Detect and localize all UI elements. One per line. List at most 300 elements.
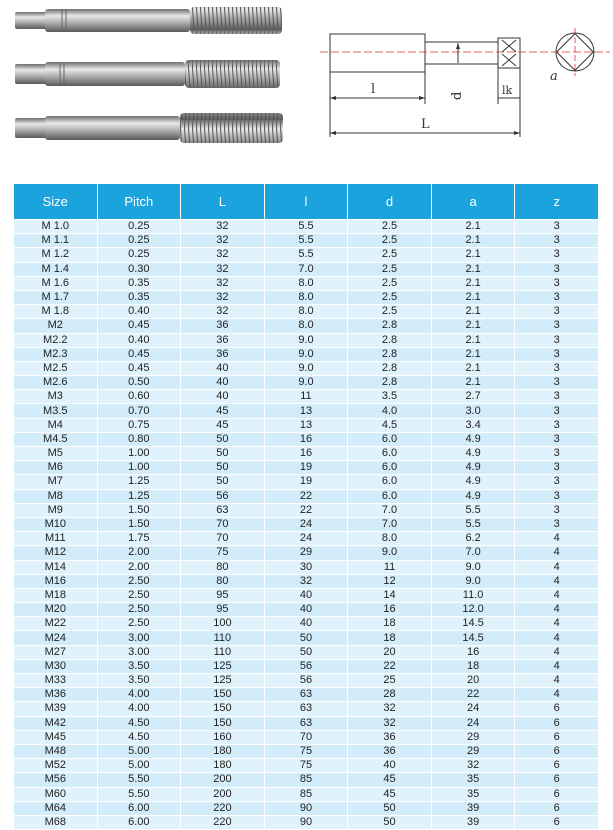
neck-outline — [425, 42, 498, 64]
cell-thread-length: 70 — [264, 730, 348, 744]
cell-pitch: 2.50 — [97, 574, 181, 588]
cell-flutes: 3 — [515, 262, 599, 276]
cell-thread-length: 85 — [264, 787, 348, 801]
cell-thread-length: 24 — [264, 517, 348, 531]
cell-flutes: 6 — [515, 730, 599, 744]
cell-size: M12 — [14, 546, 98, 560]
cell-overall-length: 110 — [181, 645, 265, 659]
cell-thread-length: 90 — [264, 815, 348, 829]
cell-square-size: 5.5 — [431, 503, 515, 517]
cell-thread-length: 8.0 — [264, 305, 348, 319]
cell-thread-length: 24 — [264, 532, 348, 546]
table-header-row — [14, 184, 599, 220]
header-overall-length: L — [181, 184, 265, 220]
cell-shank-diameter: 2.5 — [348, 276, 432, 290]
cell-square-size: 2.1 — [431, 305, 515, 319]
cell-flutes: 6 — [515, 716, 599, 730]
cell-overall-length: 50 — [181, 432, 265, 446]
cell-flutes: 3 — [515, 390, 599, 404]
cell-thread-length: 11 — [264, 390, 348, 404]
cell-pitch: 0.35 — [97, 276, 181, 290]
cell-size: M30 — [14, 659, 98, 673]
cell-flutes: 6 — [515, 773, 599, 787]
cell-size: M9 — [14, 503, 98, 517]
cell-pitch: 2.00 — [97, 560, 181, 574]
table-row — [14, 248, 599, 262]
cell-shank-diameter: 2.5 — [348, 262, 432, 276]
cell-shank-diameter: 28 — [348, 688, 432, 702]
cell-size: M64 — [14, 801, 98, 815]
cell-overall-length: 160 — [181, 730, 265, 744]
cell-thread-length: 40 — [264, 617, 348, 631]
cell-overall-length: 125 — [181, 659, 265, 673]
cell-size: M42 — [14, 716, 98, 730]
cell-shank-diameter: 2.8 — [348, 361, 432, 375]
header-pitch: Pitch — [97, 184, 181, 220]
header-flutes: z — [515, 184, 599, 220]
cell-square-size: 29 — [431, 730, 515, 744]
cell-square-size: 6.2 — [431, 532, 515, 546]
table-row — [14, 645, 599, 659]
cell-pitch: 4.00 — [97, 702, 181, 716]
cell-size: M2.5 — [14, 361, 98, 375]
cell-overall-length: 32 — [181, 305, 265, 319]
cell-size: M56 — [14, 773, 98, 787]
cell-thread-length: 40 — [264, 603, 348, 617]
table-row — [14, 730, 599, 744]
table-row — [14, 815, 599, 829]
table-row — [14, 290, 599, 304]
cell-pitch: 0.60 — [97, 390, 181, 404]
cell-thread-length: 19 — [264, 461, 348, 475]
cell-pitch: 1.25 — [97, 489, 181, 503]
cell-thread-length: 9.0 — [264, 361, 348, 375]
cell-size: M 1.8 — [14, 305, 98, 319]
cell-shank-diameter: 18 — [348, 617, 432, 631]
cell-thread-length: 50 — [264, 631, 348, 645]
cell-size: M24 — [14, 631, 98, 645]
table-row — [14, 418, 599, 432]
cell-pitch: 0.35 — [97, 290, 181, 304]
cell-size: M3.5 — [14, 404, 98, 418]
cell-pitch: 0.45 — [97, 347, 181, 361]
cell-flutes: 3 — [515, 248, 599, 262]
cell-overall-length: 56 — [181, 489, 265, 503]
cell-thread-length: 5.5 — [264, 234, 348, 248]
cell-shank-diameter: 2.8 — [348, 333, 432, 347]
cell-shank-diameter: 22 — [348, 659, 432, 673]
cell-flutes: 4 — [515, 645, 599, 659]
cell-thread-length: 40 — [264, 588, 348, 602]
cell-flutes: 4 — [515, 560, 599, 574]
cell-size: M18 — [14, 588, 98, 602]
cell-overall-length: 75 — [181, 546, 265, 560]
cell-pitch: 3.50 — [97, 659, 181, 673]
cell-square-size: 12.0 — [431, 603, 515, 617]
table-row — [14, 361, 599, 375]
cell-flutes: 3 — [515, 220, 599, 234]
cell-shank-diameter: 8.0 — [348, 532, 432, 546]
cell-thread-length: 8.0 — [264, 290, 348, 304]
table-row — [14, 674, 599, 688]
cell-overall-length: 50 — [181, 447, 265, 461]
cell-overall-length: 110 — [181, 631, 265, 645]
cell-square-size: 35 — [431, 787, 515, 801]
cell-square-size: 2.1 — [431, 248, 515, 262]
cell-thread-length: 50 — [264, 645, 348, 659]
table-row — [14, 461, 599, 475]
cell-pitch: 0.25 — [97, 248, 181, 262]
cell-thread-length: 75 — [264, 744, 348, 758]
cell-square-size: 39 — [431, 815, 515, 829]
cell-shank-diameter: 6.0 — [348, 447, 432, 461]
cell-shank-diameter: 50 — [348, 801, 432, 815]
cell-flutes: 4 — [515, 674, 599, 688]
cell-pitch: 2.00 — [97, 546, 181, 560]
cell-overall-length: 220 — [181, 801, 265, 815]
table-row — [14, 262, 599, 276]
cell-overall-length: 32 — [181, 248, 265, 262]
cell-flutes: 6 — [515, 801, 599, 815]
cell-flutes: 4 — [515, 588, 599, 602]
cell-square-size: 9.0 — [431, 560, 515, 574]
cell-shank-diameter: 7.0 — [348, 503, 432, 517]
table-row — [14, 631, 599, 645]
cell-overall-length: 63 — [181, 503, 265, 517]
cell-shank-diameter: 9.0 — [348, 546, 432, 560]
tap-spec-table — [13, 183, 599, 830]
cell-thread-length: 9.0 — [264, 347, 348, 361]
cell-flutes: 3 — [515, 475, 599, 489]
cell-thread-length: 85 — [264, 773, 348, 787]
cell-shank-diameter: 4.0 — [348, 404, 432, 418]
cell-overall-length: 80 — [181, 574, 265, 588]
cell-overall-length: 95 — [181, 603, 265, 617]
cell-shank-diameter: 2.5 — [348, 248, 432, 262]
cell-overall-length: 220 — [181, 815, 265, 829]
cell-shank-diameter: 36 — [348, 730, 432, 744]
cell-flutes: 6 — [515, 759, 599, 773]
cell-size: M52 — [14, 759, 98, 773]
cell-shank-diameter: 45 — [348, 787, 432, 801]
cell-size: M14 — [14, 560, 98, 574]
table-row — [14, 773, 599, 787]
cell-overall-length: 36 — [181, 319, 265, 333]
table-row — [14, 276, 599, 290]
cell-flutes: 3 — [515, 503, 599, 517]
cell-pitch: 1.25 — [97, 475, 181, 489]
cell-square-size: 7.0 — [431, 546, 515, 560]
cell-square-size: 2.1 — [431, 220, 515, 234]
table-row — [14, 659, 599, 673]
cell-thread-length: 9.0 — [264, 333, 348, 347]
cell-shank-diameter: 32 — [348, 702, 432, 716]
cell-square-size: 5.5 — [431, 517, 515, 531]
cell-square-size: 24 — [431, 716, 515, 730]
cell-size: M20 — [14, 603, 98, 617]
cell-overall-length: 70 — [181, 532, 265, 546]
cell-shank-diameter: 50 — [348, 815, 432, 829]
cell-pitch: 0.40 — [97, 305, 181, 319]
cell-pitch: 6.00 — [97, 815, 181, 829]
table-body — [14, 220, 599, 830]
cell-overall-length: 200 — [181, 787, 265, 801]
table-row — [14, 560, 599, 574]
cell-flutes: 4 — [515, 603, 599, 617]
cell-size: M2.3 — [14, 347, 98, 361]
cell-thread-length: 30 — [264, 560, 348, 574]
cell-flutes: 4 — [515, 574, 599, 588]
cell-overall-length: 32 — [181, 220, 265, 234]
cell-shank-diameter: 2.8 — [348, 319, 432, 333]
cell-square-size: 35 — [431, 773, 515, 787]
shank-outline — [330, 34, 425, 72]
cell-pitch: 5.50 — [97, 773, 181, 787]
cell-overall-length: 200 — [181, 773, 265, 787]
cell-pitch: 1.50 — [97, 517, 181, 531]
cell-overall-length: 180 — [181, 759, 265, 773]
table-row — [14, 588, 599, 602]
cell-shank-diameter: 16 — [348, 603, 432, 617]
table-row — [14, 702, 599, 716]
table-row — [14, 333, 599, 347]
label-d: d — [450, 91, 465, 100]
cell-flutes: 6 — [515, 702, 599, 716]
cell-flutes: 3 — [515, 305, 599, 319]
cell-square-size: 16 — [431, 645, 515, 659]
cell-thread-length: 22 — [264, 503, 348, 517]
cell-shank-diameter: 25 — [348, 674, 432, 688]
cell-pitch: 1.50 — [97, 503, 181, 517]
cell-size: M10 — [14, 517, 98, 531]
cell-square-size: 32 — [431, 759, 515, 773]
cell-flutes: 3 — [515, 432, 599, 446]
cell-thread-length: 16 — [264, 447, 348, 461]
header-size: Size — [14, 184, 98, 220]
cell-flutes: 3 — [515, 461, 599, 475]
cell-overall-length: 150 — [181, 688, 265, 702]
cell-size: M16 — [14, 574, 98, 588]
cell-shank-diameter: 12 — [348, 574, 432, 588]
cell-size: M 1.0 — [14, 220, 98, 234]
cell-square-size: 2.1 — [431, 262, 515, 276]
cell-thread-length: 9.0 — [264, 376, 348, 390]
cell-square-size: 2.7 — [431, 390, 515, 404]
table-row — [14, 603, 599, 617]
cell-square-size: 18 — [431, 659, 515, 673]
cell-size: M4.5 — [14, 432, 98, 446]
cell-pitch: 3.50 — [97, 674, 181, 688]
cell-overall-length: 80 — [181, 560, 265, 574]
cell-size: M8 — [14, 489, 98, 503]
cell-pitch: 5.00 — [97, 759, 181, 773]
cell-thread-length: 29 — [264, 546, 348, 560]
cell-pitch: 5.50 — [97, 787, 181, 801]
header-thread-length: l — [264, 184, 348, 220]
cell-overall-length: 100 — [181, 617, 265, 631]
cell-flutes: 4 — [515, 688, 599, 702]
cell-thread-length: 13 — [264, 404, 348, 418]
tap-3 — [15, 113, 283, 143]
table-row — [14, 489, 599, 503]
cell-thread-length: 90 — [264, 801, 348, 815]
cell-thread-length: 8.0 — [264, 319, 348, 333]
table-row — [14, 319, 599, 333]
cell-size: M6 — [14, 461, 98, 475]
cell-thread-length: 22 — [264, 489, 348, 503]
cell-pitch: 4.50 — [97, 716, 181, 730]
cell-shank-diameter: 3.5 — [348, 390, 432, 404]
cell-square-size: 2.1 — [431, 319, 515, 333]
cell-square-size: 2.1 — [431, 347, 515, 361]
cell-flutes: 3 — [515, 418, 599, 432]
cell-flutes: 4 — [515, 617, 599, 631]
cell-overall-length: 180 — [181, 744, 265, 758]
cell-square-size: 4.9 — [431, 475, 515, 489]
cell-pitch: 0.45 — [97, 319, 181, 333]
cell-flutes: 6 — [515, 787, 599, 801]
cell-overall-length: 95 — [181, 588, 265, 602]
cell-size: M 1.7 — [14, 290, 98, 304]
cell-pitch: 4.50 — [97, 730, 181, 744]
table-row — [14, 220, 599, 234]
cell-square-size: 29 — [431, 744, 515, 758]
cell-flutes: 4 — [515, 631, 599, 645]
cell-shank-diameter: 2.5 — [348, 220, 432, 234]
cell-size: M 1.2 — [14, 248, 98, 262]
cell-square-size: 2.1 — [431, 361, 515, 375]
cell-thread-length: 13 — [264, 418, 348, 432]
cell-square-size: 20 — [431, 674, 515, 688]
table-row — [14, 617, 599, 631]
cell-pitch: 0.70 — [97, 404, 181, 418]
cell-flutes: 3 — [515, 347, 599, 361]
table-row — [14, 475, 599, 489]
table-row — [14, 801, 599, 815]
cell-pitch: 0.75 — [97, 418, 181, 432]
cell-flutes: 3 — [515, 319, 599, 333]
cell-overall-length: 32 — [181, 276, 265, 290]
cell-shank-diameter: 7.0 — [348, 517, 432, 531]
table-row — [14, 447, 599, 461]
cell-pitch: 0.40 — [97, 333, 181, 347]
cell-shank-diameter: 18 — [348, 631, 432, 645]
cell-thread-length: 16 — [264, 432, 348, 446]
cell-flutes: 3 — [515, 404, 599, 418]
cell-size: M2.6 — [14, 376, 98, 390]
cell-pitch: 1.75 — [97, 532, 181, 546]
cell-size: M4 — [14, 418, 98, 432]
cell-flutes: 3 — [515, 234, 599, 248]
cell-flutes: 3 — [515, 333, 599, 347]
table-row — [14, 432, 599, 446]
cell-square-size: 2.1 — [431, 276, 515, 290]
tap-1 — [15, 7, 282, 34]
cell-pitch: 3.00 — [97, 645, 181, 659]
cell-flutes: 3 — [515, 290, 599, 304]
cell-shank-diameter: 4.5 — [348, 418, 432, 432]
cell-overall-length: 32 — [181, 262, 265, 276]
tap-dimension-diagram — [318, 0, 613, 160]
cell-shank-diameter: 2.5 — [348, 234, 432, 248]
cell-overall-length: 40 — [181, 361, 265, 375]
cell-pitch: 1.00 — [97, 447, 181, 461]
cell-shank-diameter: 36 — [348, 744, 432, 758]
cell-shank-diameter: 11 — [348, 560, 432, 574]
cell-overall-length: 50 — [181, 461, 265, 475]
cell-thread-length: 32 — [264, 574, 348, 588]
cell-shank-diameter: 2.5 — [348, 305, 432, 319]
cell-pitch: 0.45 — [97, 361, 181, 375]
cell-thread-length: 19 — [264, 475, 348, 489]
label-a: a — [550, 69, 558, 84]
table-row — [14, 574, 599, 588]
cell-size: M60 — [14, 787, 98, 801]
cell-square-size: 3.4 — [431, 418, 515, 432]
cell-thread-length: 63 — [264, 688, 348, 702]
cell-square-size: 14.5 — [431, 617, 515, 631]
cell-shank-diameter: 20 — [348, 645, 432, 659]
cell-flutes: 3 — [515, 361, 599, 375]
cell-size: M45 — [14, 730, 98, 744]
cell-flutes: 3 — [515, 447, 599, 461]
header-square-size: a — [431, 184, 515, 220]
cell-pitch: 0.50 — [97, 376, 181, 390]
cell-size: M11 — [14, 532, 98, 546]
table-row — [14, 688, 599, 702]
table-row — [14, 404, 599, 418]
cell-size: M48 — [14, 744, 98, 758]
cell-size: M3 — [14, 390, 98, 404]
cell-thread-length: 56 — [264, 674, 348, 688]
cell-flutes: 3 — [515, 376, 599, 390]
table-row — [14, 517, 599, 531]
cell-overall-length: 45 — [181, 404, 265, 418]
cell-square-size: 4.9 — [431, 461, 515, 475]
cell-thread-length: 75 — [264, 759, 348, 773]
cell-shank-diameter: 2.8 — [348, 376, 432, 390]
cell-size: M2 — [14, 319, 98, 333]
cell-size: M33 — [14, 674, 98, 688]
cell-overall-length: 70 — [181, 517, 265, 531]
label-lk: lk — [502, 84, 513, 97]
cell-size: M39 — [14, 702, 98, 716]
cell-flutes: 3 — [515, 276, 599, 290]
cell-thread-length: 7.0 — [264, 262, 348, 276]
cell-size: M 1.6 — [14, 276, 98, 290]
cell-pitch: 6.00 — [97, 801, 181, 815]
cell-overall-length: 36 — [181, 333, 265, 347]
cell-size: M7 — [14, 475, 98, 489]
cell-flutes: 6 — [515, 744, 599, 758]
cell-shank-diameter: 45 — [348, 773, 432, 787]
cell-pitch: 0.25 — [97, 234, 181, 248]
cell-shank-diameter: 6.0 — [348, 432, 432, 446]
cell-pitch: 4.00 — [97, 688, 181, 702]
table-row — [14, 390, 599, 404]
cell-square-size: 22 — [431, 688, 515, 702]
cell-flutes: 3 — [515, 489, 599, 503]
cell-flutes: 4 — [515, 659, 599, 673]
cell-pitch: 0.30 — [97, 262, 181, 276]
table-row — [14, 305, 599, 319]
cell-square-size: 2.1 — [431, 290, 515, 304]
table-row — [14, 744, 599, 758]
cell-shank-diameter: 40 — [348, 759, 432, 773]
table-row — [14, 787, 599, 801]
cell-square-size: 11.0 — [431, 588, 515, 602]
cell-shank-diameter: 6.0 — [348, 489, 432, 503]
